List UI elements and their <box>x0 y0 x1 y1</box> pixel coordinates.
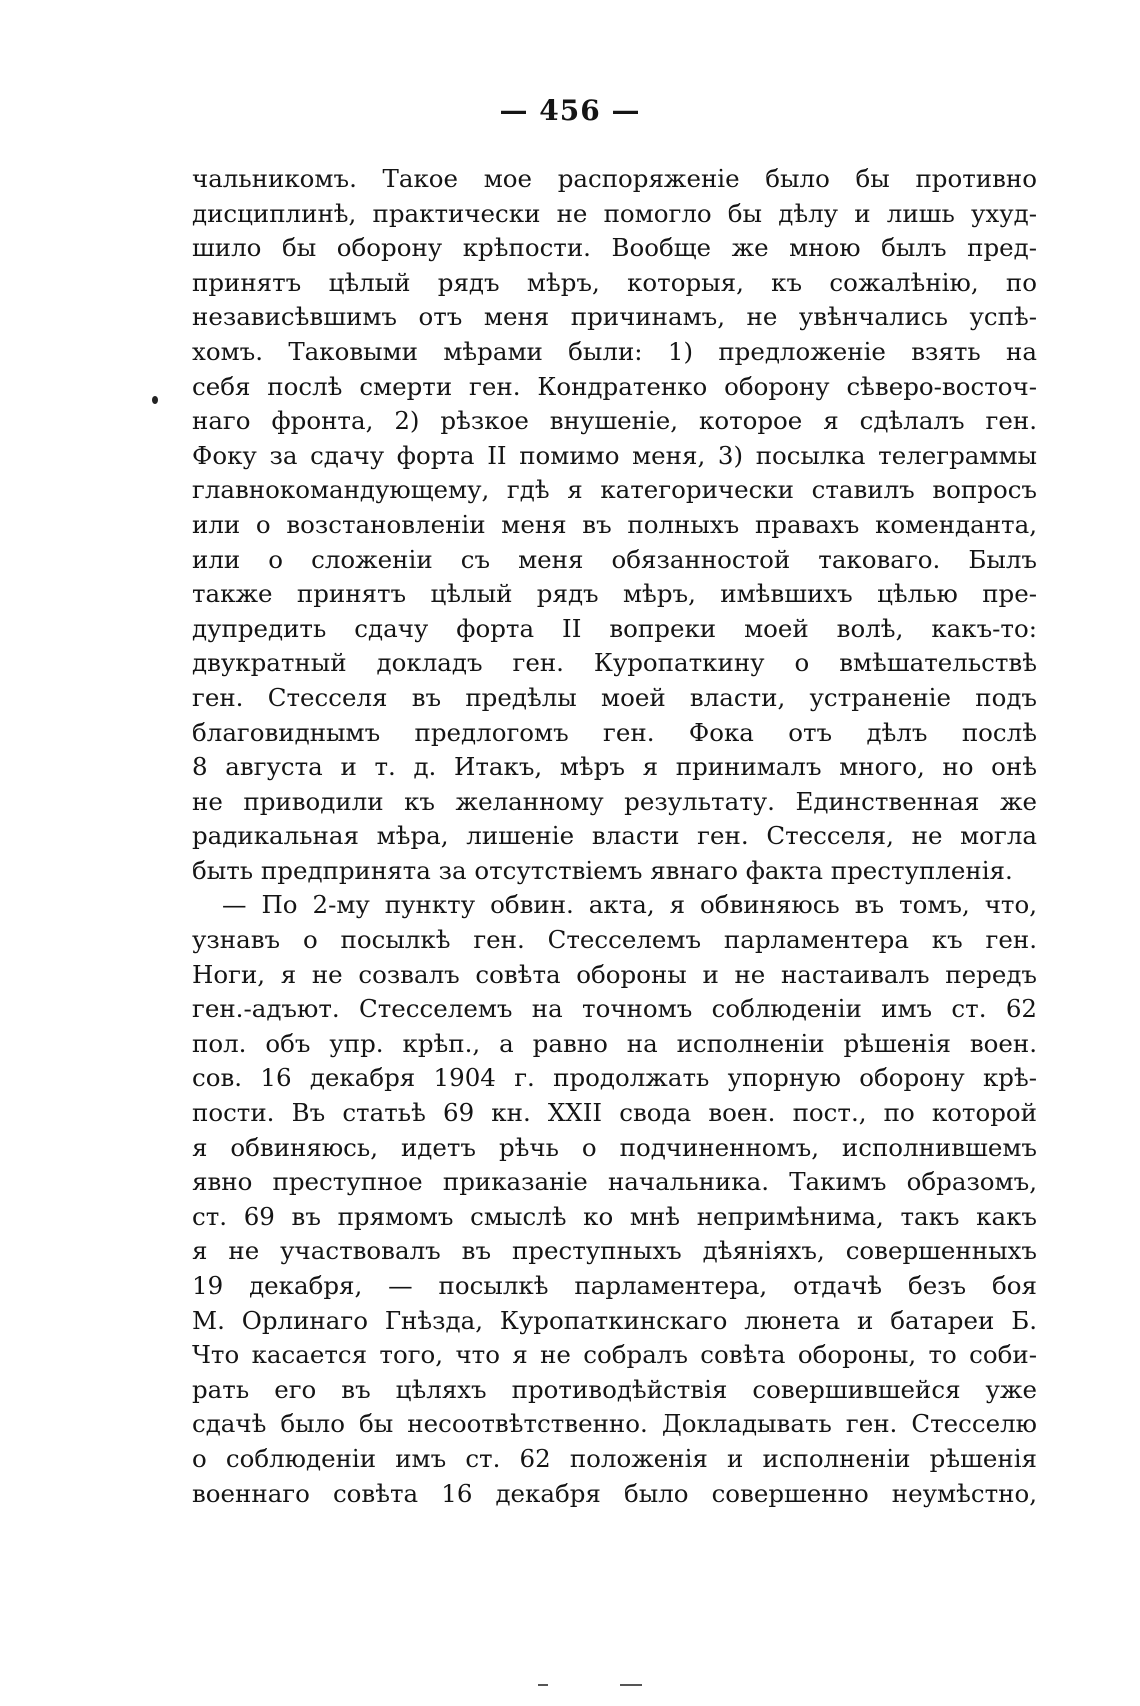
text-line: себя послѣ смерти ген. Кондратенко оборону сѣверо-восточ- <box>192 371 1037 401</box>
text-line: ген. Стесселя въ предѣлы моей власти, устраненіе подъ <box>192 682 1037 712</box>
margin-dot-mark <box>152 396 158 404</box>
text-line: дупредить сдачу форта II вопреки моей волѣ, какъ-то: <box>192 613 1037 643</box>
text-line: я не участвовалъ въ преступныхъ дѣяніяхъ, совершенныхъ <box>192 1236 1037 1266</box>
footer-scan-marks <box>0 1684 1140 1688</box>
text-line-paragraph-start: — По 2-му пункту обвин. акта, я обвиняюсь въ томъ, что, <box>222 890 1037 920</box>
text-line: или о возстановленіи меня въ полныхъ правахъ коменданта, <box>192 509 1037 539</box>
text-line: я обвиняюсь, идетъ рѣчь о подчиненномъ, исполнившемъ <box>192 1132 1037 1162</box>
text-line: наго фронта, 2) рѣзкое внушеніе, которое я сдѣлалъ ген. <box>192 406 1037 436</box>
text-line: 8 августа и т. д. Итакъ, мѣръ я принималъ много, но онѣ <box>192 752 1037 782</box>
text-line: М. Орлинаго Гнѣзда, Куропаткинскаго люнета и батареи Б. <box>192 1305 1037 1335</box>
text-line: сдачѣ было бы несоотвѣтственно. Докладывать ген. Стесселю <box>192 1409 1037 1439</box>
text-line: пости. Въ статьѣ 69 кн. XXII свода воен. пост., по которой <box>192 1098 1037 1128</box>
text-line: Что касается того, что я не собралъ совѣта обороны, то соби- <box>192 1340 1037 1370</box>
text-line: ген.-адъют. Стесселемъ на точномъ соблюденіи имъ ст. 62 <box>192 994 1037 1024</box>
text-line: о соблюденіи имъ ст. 62 положенія и исполненіи рѣшенія <box>192 1443 1037 1473</box>
text-line: Фоку за сдачу форта II помимо меня, 3) посылка телеграммы <box>192 440 1037 470</box>
text-line: или о сложеніи съ меня обязанностой таковаго. Былъ <box>192 544 1037 574</box>
text-line: независѣвшимъ отъ меня причинамъ, не увѣнчались успѣ- <box>192 302 1037 332</box>
text-line: рать его въ цѣляхъ противодѣйствія совершившейся уже <box>192 1374 1037 1404</box>
text-line: двукратный докладъ ген. Куропаткину о вмѣшательствѣ <box>192 648 1037 678</box>
scan-mark <box>620 1684 642 1686</box>
text-line: явно преступное приказаніе начальника. Такимъ образомъ, <box>192 1167 1037 1197</box>
text-line: пол. объ упр. крѣп., а равно на исполненіи рѣшенія воен. <box>192 1028 1037 1058</box>
text-line: шило бы оборону крѣпости. Вообще же мною былъ пред- <box>192 233 1037 263</box>
text-line: узнавъ о посылкѣ ген. Стесселемъ парламентера къ ген. <box>192 925 1037 955</box>
text-line: радикальная мѣра, лишеніе власти ген. Стесселя, не могла <box>192 821 1037 851</box>
text-line: также принятъ цѣлый рядъ мѣръ, имѣвшихъ цѣлью пре- <box>192 579 1037 609</box>
text-line: дисциплинѣ, практически не помогло бы дѣлу и лишь ухуд- <box>192 198 1037 228</box>
text-line: быть предпринята за отсутствіемъ явнаго факта преступленія. <box>192 855 1013 885</box>
text-line: не приводили къ желанному результату. Единственная же <box>192 786 1037 816</box>
text-line: принятъ цѣлый рядъ мѣръ, которыя, къ сожалѣнію, по <box>192 267 1037 297</box>
page-number: — 456 — <box>499 94 641 127</box>
text-line: сов. 16 декабря 1904 г. продолжать упорную оборону крѣ- <box>192 1063 1037 1093</box>
text-line: чальникомъ. Такое мое распоряженіе было бы противно <box>192 164 1037 193</box>
text-line: хомъ. Таковыми мѣрами были: 1) предложеніе взять на <box>192 336 1037 366</box>
text-line: Ноги, я не созвалъ совѣта обороны и не настаивалъ передъ <box>192 959 1037 989</box>
text-line: ст. 69 въ прямомъ смыслѣ ко мнѣ непримѣнима, такъ какъ <box>192 1201 1037 1231</box>
text-line: главнокомандующему, гдѣ я категорически ставилъ вопросъ <box>192 475 1037 505</box>
scan-mark <box>538 1684 548 1686</box>
text-line: 19 декабря, — посылкѣ парламентера, отдачѣ безъ боя <box>192 1271 1037 1300</box>
body-text <box>192 162 1037 1511</box>
text-line: военнаго совѣта 16 декабря было совершенно неумѣстно, <box>192 1478 1037 1508</box>
text-line: благовиднымъ предлогомъ ген. Фока отъ дѣлъ послѣ <box>192 717 1037 747</box>
